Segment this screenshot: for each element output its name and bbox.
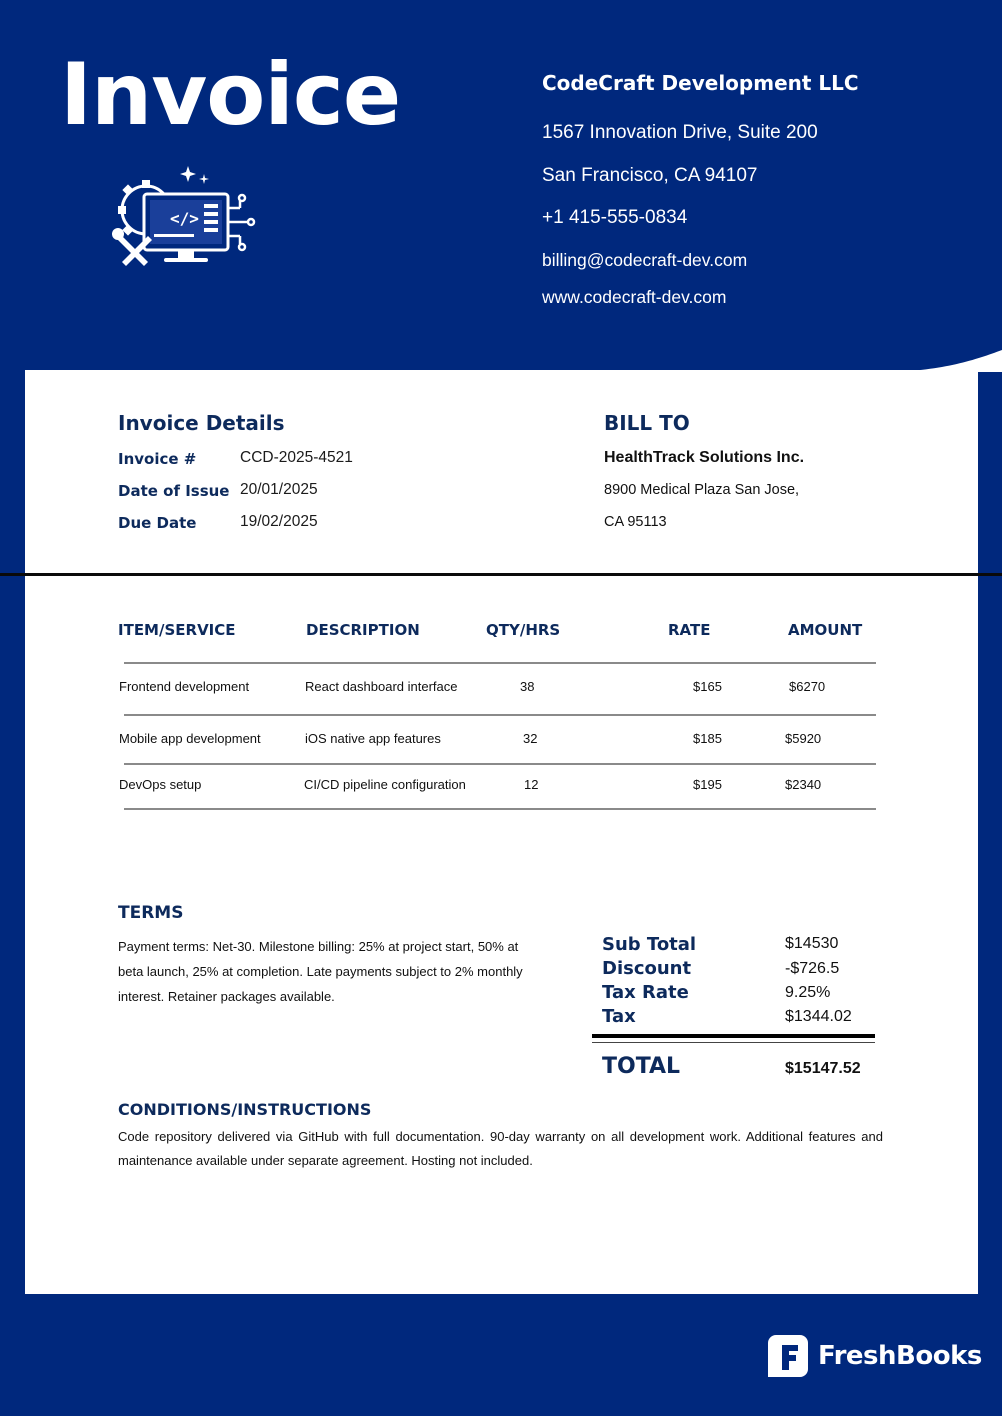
header-qty: QTY/HRS [486,621,561,639]
row2-description: iOS native app features [305,731,441,746]
row2-item: Mobile app development [119,731,261,746]
due-date-label: Due Date [118,514,197,532]
freshbooks-brand[interactable] [766,1333,982,1379]
issue-date-value: 20/01/2025 [240,481,318,498]
discount-value: -$726.5 [785,960,840,977]
total-divider-thin [592,1042,875,1043]
bill-to-name: HealthTrack Solutions Inc. [604,449,805,466]
subtotal-value: $14530 [785,935,839,952]
total-value: $15147.52 [785,1060,861,1077]
row1-qty: 38 [520,679,535,694]
invoice-title: Invoice [60,45,401,145]
row1-rate: $165 [693,679,722,694]
table-rule [124,714,876,716]
company-name: CodeCraft Development LLC [542,71,859,95]
company-website[interactable]: www.codecraft-dev.com [542,287,727,307]
tax-rate-label: Tax Rate [602,982,689,1003]
terms-text: Payment terms: Net-30. Milestone billing: 25% at project start, 50% at beta launch, 25% at completion. Late payments subject to 2% monthly interest. Retainer packages available. [118,939,523,1004]
company-address-line2: San Francisco, CA 94107 [542,165,758,186]
invoice-number-value: CCD-2025-4521 [240,449,353,466]
bill-to-address-line1: 8900 Medical Plaza San Jose, [604,482,800,498]
row3-item: DevOps setup [119,777,202,792]
total-label: TOTAL [602,1054,681,1079]
invoice-number-label: Invoice # [118,450,197,468]
decorative-curve [880,320,1002,372]
row3-qty: 12 [524,777,539,792]
row3-description: CI/CD pipeline configuration [304,777,466,792]
header-amount: AMOUNT [788,621,863,639]
bill-to-address-line2: CA 95113 [604,514,667,530]
row2-amount: $5920 [785,731,822,746]
brand-name: FreshBooks [818,1341,982,1371]
svg-text:</>: </> [170,209,199,228]
row1-description: React dashboard interface [305,679,458,694]
invoice-details-heading: Invoice Details [118,411,285,435]
section-divider [0,573,1002,576]
bill-to-heading: BILL TO [604,411,690,435]
row1-item: Frontend development [119,679,250,694]
company-address-line1: 1567 Innovation Drive, Suite 200 [542,122,818,143]
terms-heading: TERMS [118,903,184,923]
header-rate: RATE [668,621,711,639]
row3-rate: $195 [693,777,722,792]
company-phone: +1 415-555-0834 [542,207,688,228]
due-date-value: 19/02/2025 [240,513,318,530]
code-monitor-gear-tools-icon [108,160,258,272]
total-divider [592,1034,875,1038]
conditions-heading: CONDITIONS/INSTRUCTIONS [118,1100,372,1119]
freshbooks-f-icon [766,1333,810,1379]
table-rule [124,662,876,664]
tax-rate-value: 9.25% [785,984,831,1001]
issue-date-label: Date of Issue [118,482,230,500]
tax-value: $1344.02 [785,1008,852,1025]
table-rule [124,808,876,810]
row1-amount: $6270 [789,679,826,694]
row3-amount: $2340 [785,777,822,792]
row2-qty: 32 [523,731,538,746]
discount-label: Discount [602,958,692,979]
company-email[interactable]: billing@codecraft-dev.com [542,250,748,270]
table-rule [124,763,876,765]
header-description: DESCRIPTION [306,621,420,639]
tax-label: Tax [602,1006,636,1027]
conditions-text: Code repository delivered via GitHub with full documentation. 90-day warranty on all development work. Additional features and maintenance available under separate agreement. Hosting not included. [118,1129,883,1168]
row2-rate: $185 [693,731,722,746]
header-item: ITEM/SERVICE [118,621,236,639]
subtotal-label: Sub Total [602,934,697,955]
